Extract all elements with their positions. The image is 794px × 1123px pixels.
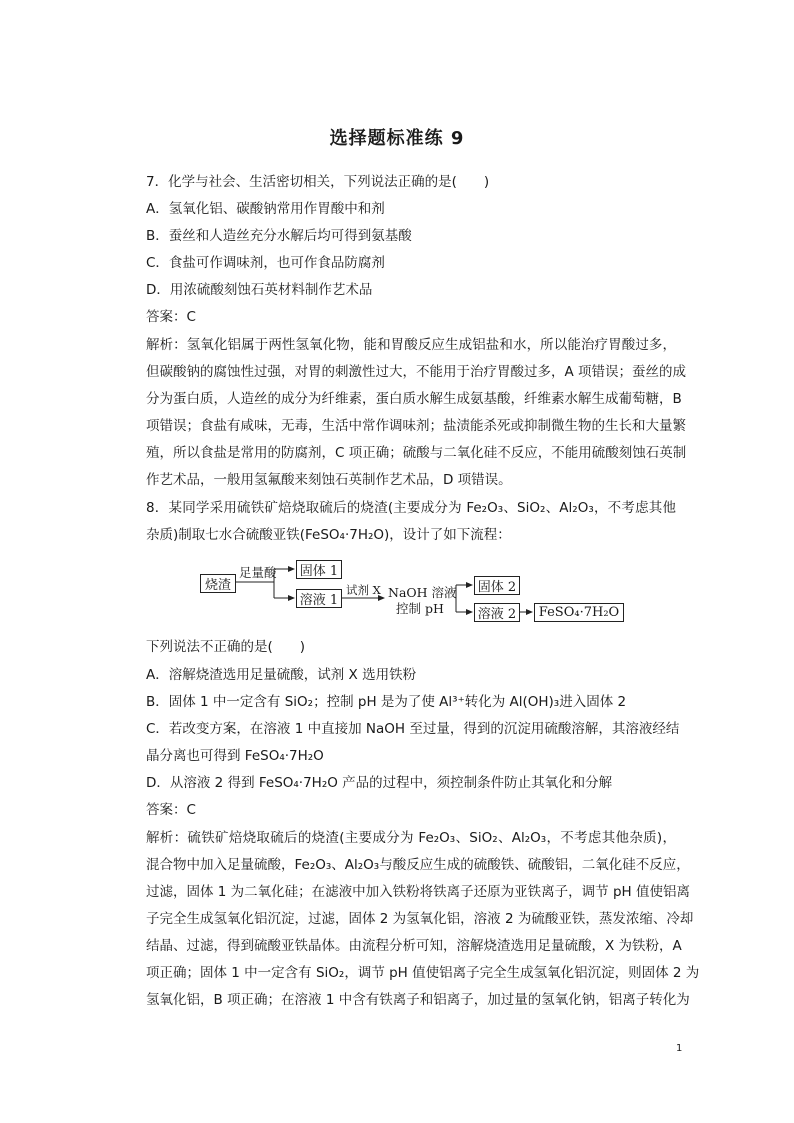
q8-analysis-line: 过滤，固体 1 为二氧化硅；在滤液中加入铁粉将铁离子还原为亚铁离子，调节 pH 值使铝离	[146, 884, 690, 900]
q7-option-a: A．氢氧化铝、碳酸钠常用作胃酸中和剂	[146, 201, 385, 217]
q8-option-d: D．从溶液 2 得到 FeSO₄·7H₂O 产品的过程中，须控制条件防止其氧化和分解	[146, 775, 613, 791]
q8-answer: 答案：C	[146, 802, 196, 818]
q8-analysis-line: 结晶、过滤，得到硫酸亚铁晶体。由流程分析可知，溶解烧渣选用足量硫酸，X 为铁粉，A	[146, 938, 682, 954]
flow-label-ph: 控制 pH	[396, 601, 444, 616]
q7-stem: 7．化学与社会、生活密切相关，下列说法正确的是( )	[146, 174, 490, 190]
q7-analysis-line: 项错误；食盐有咸味，无毒，生活中常作调味剂；盐渍能杀死或抑制微生物的生长和大量繁	[146, 418, 686, 434]
q8-analysis-line: 子完全生成氢氧化铝沉淀，过滤，固体 2 为氢氧化铝，溶液 2 为硫酸亚铁，蒸发浓缩、冷却	[146, 911, 694, 927]
page-title: 选择题标准练 9	[329, 128, 465, 149]
flow-box-start: 烧渣	[200, 574, 236, 593]
flow-box-solid2: 固体 2	[474, 576, 520, 595]
q7-option-c: C．食盐可作调味剂，也可作食品防腐剂	[146, 255, 385, 271]
q8-question: 下列说法不正确的是( )	[146, 639, 306, 655]
q8-analysis-line: 混合物中加入足量硫酸，Fe₂O₃、Al₂O₃与酸反应生成的硫酸铁、硫酸铝，二氧化硅不反应，	[146, 857, 690, 873]
q7-analysis-line: 殖，所以食盐是常用的防腐剂，C 项正确；硫酸与二氧化硅不反应，不能用硫酸刻蚀石英制	[146, 445, 687, 461]
q8-option-a: A．溶解烧渣选用足量硫酸，试剂 X 选用铁粉	[146, 667, 417, 683]
q7-analysis-line: 分为蛋白质，人造丝的成分为纤维素，蛋白质水解生成氨基酸，纤维素水解生成葡萄糖，B	[146, 391, 682, 407]
q8-option-b: B．固体 1 中一定含有 SiO₂；控制 pH 是为了使 Al³⁺转化为 Al(OH)₃进入固体 2	[146, 694, 627, 710]
q7-analysis-line: 但碳酸钠的腐蚀性过强，对胃的刺激性过大，不能用于治疗胃酸过多，A 项错误；蚕丝的成	[146, 364, 687, 380]
q8-option-c-cont: 晶分离也可得到 FeSO₄·7H₂O	[146, 748, 324, 764]
q7-answer: 答案：C	[146, 309, 196, 325]
flow-label-reagent: 试剂 X	[346, 583, 381, 597]
q7-analysis-line: 解析：氢氧化铝属于两性氢氧化物，能和胃酸反应生成铝盐和水，所以能治疗胃酸过多，	[146, 337, 676, 353]
flow-box-solution1: 溶液 1	[296, 589, 342, 608]
process-flowchart	[200, 558, 630, 630]
q8-stem-line: 8．某同学采用硫铁矿焙烧取硫后的烧渣(主要成分为 Fe₂O₃、SiO₂、Al₂O₃，不考虑其他	[146, 500, 676, 516]
q8-analysis-line: 解析：硫铁矿焙烧取硫后的烧渣(主要成分为 Fe₂O₃、SiO₂、Al₂O₃，不考虑其他杂质)，	[146, 830, 676, 846]
q8-analysis-line: 项正确；固体 1 中一定含有 SiO₂，调节 pH 值使铝离子完全生成氢氧化铝沉淀，则固体 2 为	[146, 965, 700, 981]
q8-analysis-line: 氢氧化铝，B 项正确；在溶液 1 中含有铁离子和铝离子，加过量的氢氧化钠，铝离子转化为	[146, 992, 690, 1008]
q7-option-b: B．蚕丝和人造丝充分水解后均可得到氨基酸	[146, 228, 412, 244]
page-number: 1	[676, 1043, 683, 1054]
q8-option-c: C．若改变方案，在溶液 1 中直接加 NaOH 至过量，得到的沉淀用硫酸溶解，其溶液经结	[146, 721, 680, 737]
q7-analysis-line: 作艺术品，一般用氢氟酸来刻蚀石英制作艺术品，D 项错误。	[146, 472, 512, 488]
flow-box-solution2: 溶液 2	[474, 603, 520, 622]
flow-label-acid: 足量酸	[239, 565, 277, 580]
q7-option-d: D．用浓硫酸刻蚀石英材料制作艺术品	[146, 282, 373, 298]
flow-box-solid1: 固体 1	[296, 560, 342, 579]
flow-box-product: FeSO₄·7H₂O	[534, 603, 624, 622]
flow-label-naoh: NaOH 溶液	[388, 585, 457, 600]
q8-stem-line: 杂质)制取七水合硫酸亚铁(FeSO₄·7H₂O)，设计了如下流程：	[146, 527, 511, 543]
